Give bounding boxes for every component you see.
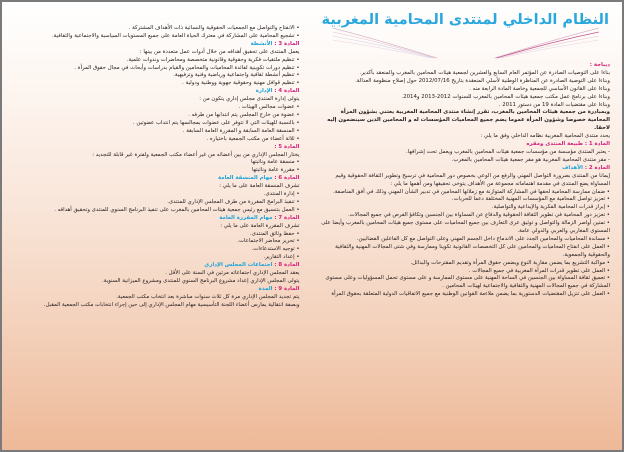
list-item: • تنفيذ البرامج المقررة من طرف المجلس الإداري للمنتدى. (22, 199, 300, 207)
list-item: • ثلاثة أعضاء من مكتب الجمعية باختياره . (22, 136, 300, 144)
page-title: النظام الداخلي لمنتدى المحامية المغربية (321, 12, 609, 28)
list-item: • تعزيز دور المحامية في تطوير الثقافة الحقوقية والدفاع عن المساواة بين الجنسين وتكافؤ الفرص في جميع المجالات. (321, 212, 610, 220)
article-8-heading: المادة 8 : اجتماعات المجلس الإداري (204, 262, 300, 269)
list-item: • إبراز قدرات المحامية الفكرية والإبداعية والتواصلية. (321, 204, 610, 212)
list-item: • مساندة المحاميات والمحامين الجدد على الاندماج داخل الجسم المهني وعلى التواصل مع كل الفاعلين الفضائيين. (321, 236, 610, 244)
list-item: • ضمان ممارسة المحامية لحقها في المشاركة المتوازنة مع زملائها المحامين في تدبير الشأن المهني وذلك في أفق المناصفة. (321, 189, 610, 197)
article-4-heading: المادة 4 : الإدارة (255, 88, 300, 95)
list-item: • تشجيع المحامية على المشاركة في معترك الحياة العامة على جميع المستويات السياسية والاجتماعية والثقافية. (22, 33, 300, 41)
list-item: • المنسقة العامة السابقة و المقررة العامة السابقة . (22, 128, 300, 136)
list-item: • مواكبة التشريع بما يضمن مقاربة النوع ويضمن حقوق المرأة وتقديم المقترحات والبدائل. (321, 260, 610, 268)
list-item: • تمتين أواصر الزمالة والتواصل و توثيق عرى التعارف بين جميع المحاميات على مستوى جميع هيئات المحامين بالمغرب وأيضا على المستوى المغاربي والعربي والدولي عامة. (321, 220, 610, 236)
article-1-heading: المادة 1 : طبيعة المنتدى ومقره (526, 141, 610, 148)
article-7-intro: تشرف المقررة العامة على ما يلي : (220, 222, 300, 229)
preamble-para: وبناءا على القانون الأساسي للجمعية وخاصة المادة الرابعة منه . (469, 85, 610, 92)
article-9-heading: المادة 9 : المدة (258, 285, 300, 292)
preamble-para: وبناءا على برنامج عمل مكتب جمعية هيئات المحامين بالمغرب للسنوات 2012-2013 و2014. (401, 93, 610, 100)
preamble-para: يحدد منتدى المحامية المغربية نظامه الداخلي وفق ما يلي : (480, 133, 610, 140)
article-6-heading: المادة 6 : مهام المنسقة العامة (217, 175, 300, 182)
list-item: • بالنسبة للهيئات التي لا تتوفر على عضوات بمجالسها يتم انتداب عضوتين . (22, 120, 300, 128)
list-item: • توجيه الاستدعاءات. (22, 246, 300, 254)
left-page (2, 2, 310, 450)
list-item: • تحرير محاضر الاجتماعات. (22, 238, 300, 246)
list-item: • مقررة عامة ونائبتها (22, 167, 300, 175)
article-9-para: وبصفة انتقالية يمارس أعضاء اللجنة التأسيسية مهام المجلس الإداري إلى حين إجراء انتخابات مكتب الجمعية المقبل. (43, 301, 300, 308)
list-item: • إدارة المنتدى. (22, 191, 300, 199)
list-item: • عضوة من خارج المجلس يتم انتدابها من طرفه . (22, 112, 300, 120)
article-4-intro: يتولى إدارة المنتدى مجلس إداري يتكون من : (199, 96, 300, 103)
article-5-heading: المادة 5 : (274, 143, 300, 150)
article-6-intro: تشرف المنسقة العامة على ما يلي : (219, 183, 300, 190)
article-3-intro: يعمل المنتدى على تحقيق أهدافه من خلال أدوات عمل متعددة من بينها : (139, 48, 300, 55)
list-item: • حفظ وثائق المنتدى. (22, 231, 300, 239)
article-8-para: يعقد المجلس الإداري اجتماعاته مرتين في السنة على الأقل . (165, 270, 300, 277)
list-item: • تعزيز تواصل المحامية مع المؤسسات المهنية المختلفة دعما للحريات. (321, 196, 610, 204)
article-2-heading: المادة 2 : الأهداف (562, 164, 610, 171)
article-2-intro: إيمانا من المنتدى بضرورة التواصل المهني والرفع من الوعي بخصوص دور المحامية في ترسيخ وتطوير الثقافة الحقوقية وقيم المساواة يضع المنتدى في مقدمة اهتماماته مجموعة من الأهداف يتوخى تحقيقها ومن أهمها ما يلي : (335, 172, 610, 187)
list-item: • العمل على تطوير قدرات المرأة المغربية في جميع المجالات . (321, 268, 610, 276)
preamble-heading: ديباجة : (589, 62, 610, 68)
right-page (311, 2, 622, 450)
preamble-para: بناءا على التوصيات الصادرة عن المؤتمر العام السابع والعشرين لجمعية هيئات المحامين بالمغرب والمنعقد بأكدير. (359, 69, 610, 76)
list-item: • تنظيم قوافل مهنية وحقوقية جهوية ووطنية ودولية . (22, 80, 300, 88)
preamble-para: وبمبادرة من جمعية هيئات المحامين بالمغرب، تقرر إنشاء منتدى المحامية المغربية يعتني بشؤون المرأة المحامية خصوصا وشؤون المرأة عموما يضم جميع المحاميات المؤسسات له و المحامين الذين سينضمون إليه لاحقا. (327, 109, 610, 132)
article-3-heading: المادة 3 : الأنشطة (250, 40, 300, 47)
list-item: • العمل على انفتاح المحاميات والمحامين على كل التخصصات القانونية تكوينا وممارسة وفي شتى المجالات المهنية والثقافية والحقوقية والجمعوية. (321, 244, 610, 260)
list-item: • منسقة عامة ونائبتها (22, 159, 300, 167)
article-7-heading: المادة 7 : مهام المقررة العامة (219, 214, 300, 221)
preamble-para: وبناءا على مقتضيات المادة 19 من دستور 2011 . (498, 101, 610, 108)
article-5-intro: يختار المجلس الإداري من بين أعضائه من غير أعضاء مكتب الجمعية ولفترة غير قابلة للتجديد : (92, 151, 300, 158)
preamble-para: وبناءا على التوصية الصادرة عن المناظرة الوطنية لأسلي المنعقدة بتاريخ 2012/07/16 حول إصلاح منظومة العدالة. (355, 77, 610, 84)
list-item: • تنظيم أنشطة ثقافية واجتماعية ورياضية وفنية وترفيهية. (22, 72, 300, 80)
list-item: • إعداد التقارير. (22, 254, 300, 262)
list-item: • تعميق ثقافة المساواة بين الجنسين في الساحة المهنية على مستوى الممارسة و على مستوى تحمل المسؤوليات وعلى مستوى المشاركة في جميع المجالات المهنية والثقافية والاجتماعية لهيئات المحامين . (321, 275, 610, 291)
list-item: • تنظيم دورات تكوينية لفائدة المحاميات والمحامين والقيام بدراسات وأبحاث في مجال حقوق المرأة . (22, 65, 300, 73)
list-item: • العمل على تنزيل المقتضيات الدستورية بما يضمن ملاءمة القوانين الوطنية مع جميع الاتفاقيات الدولية المتعلقة بحقوق المرأة (321, 291, 610, 299)
list-item: - يعتبر المنتدى مؤسسة من مؤسسات جمعية هيئات المحامين بالمغرب ويعمل تحت إشرافها. (405, 148, 610, 155)
list-item: • العمل بتنسيق مع رئيس جمعية هيئات المحامين بالمغرب على تنفيذ البرنامج السنوي للمنتدى وتحقيق أهدافه . (22, 207, 300, 215)
title-block (321, 10, 610, 62)
article-8-para: يتولى المجلس الإداري إعداد مشروع البرنامج السنوي للمنتدى ومشروع الميزانية السنوية. (102, 278, 300, 284)
list-item: - مقر منتدى المحامية المغربية هو مقر جمعية هيئات المحامين بالمغرب. (451, 156, 610, 163)
list-item: • الانفتاح والتواصل مع الجمعيات الحقوقية والنسائية ذات الأهداف المشتركة . (22, 25, 300, 33)
article-9-para: يتم تجديد المجلس الإداري مرة كل ثلاث سنوات مباشرة بعد انتخاب مكتب الجمعية. (116, 293, 300, 300)
list-item: • عضوات مجالس الهيئات . (22, 104, 300, 112)
list-item: • تنظيم ملتقيات فكرية وحقوقية وقانونية متخصصة ومحاضرات وندوات علمية. (22, 57, 300, 65)
